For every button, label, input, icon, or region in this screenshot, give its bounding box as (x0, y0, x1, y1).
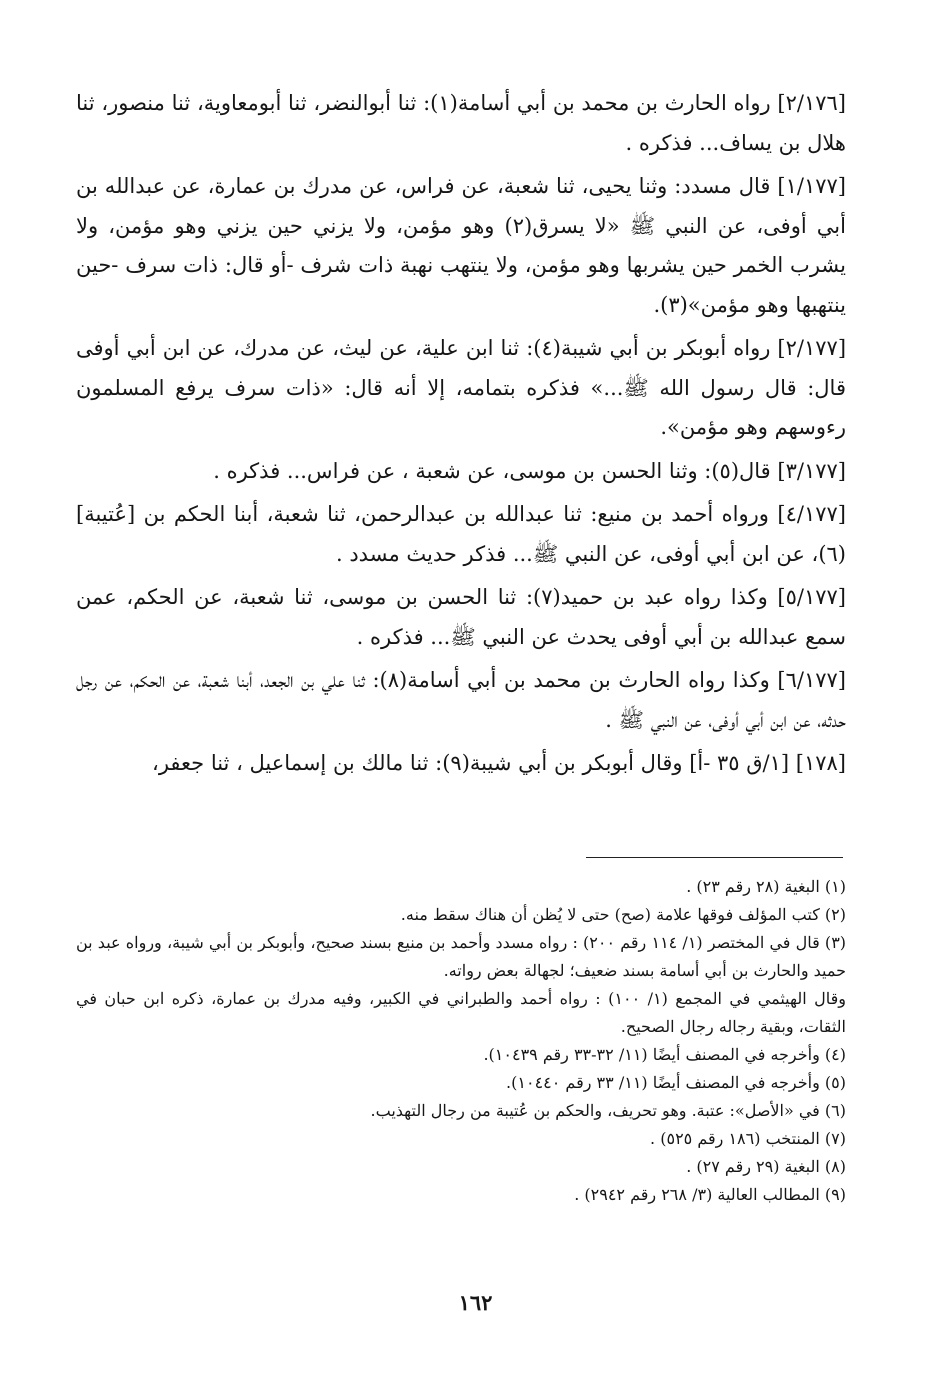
footnote-4: (٤) وأخرجه في المصنف أيضًا (١١/ ٣٢-٣٣ رقم ١٠٤٣٩). (483, 1045, 846, 1064)
footnote-divider (586, 857, 843, 858)
hadith-paragraph-177-1: [١/١٧٧] قال مسدد: وثنا يحيى، ثنا شعبة، عن فراس، عن مدرك بن عمارة، عن عبدالله بن أبي أوفى، عن النبي ﷺ «لا يسرق(٢) وهو مؤمن، ولا يزني حين يزني وهو مؤمن، ولا يشرب الخمر حين يشربها وهو مؤمن، ولا ينتهب نهبة ذات شرف -أو قال: ذات سرف -حين ينتهبها وهو مؤمن»(٣). (76, 174, 846, 317)
main-text (76, 84, 846, 784)
footnote-7: (٧) المنتخب (١٨٦ رقم ٥٢٥) . (650, 1129, 846, 1148)
hadith-paragraph-177-6: [٦/١٧٧] وكذا رواه الحارث بن محمد بن أبي أسامة(٨): ثنا علي بن الجعد، أبنا شعبة، عن الحكم، عن رجل حدثه، عن ابن أبي أوفى، عن النبي ﷺ . (76, 668, 846, 732)
footnotes (76, 873, 846, 1209)
hadith-paragraph-177-4: [٤/١٧٧] ورواه أحمد بن منيع: ثنا عبدالله بن عبدالرحمن، ثنا شعبة، أبنا الحكم بن [عُتيبة](٦)، عن ابن أبي أوفى، عن النبي ﷺ... فذكر حديث مسدد . (76, 502, 846, 566)
footnote-1: (١) البغية (٢٨ رقم ٢٣) . (686, 877, 846, 896)
footnote-5: (٥) وأخرجه في المصنف أيضًا (١١/ ٣٣ رقم ١٠٤٤٠). (506, 1073, 846, 1092)
hadith-paragraph-177-5: [٥/١٧٧] وكذا رواه عبد بن حميد(٧): ثنا الحسن بن موسى، ثنا شعبة، عن الحكم، عمن سمع عبدالله بن أبي أوفى يحدث عن النبي ﷺ... فذكره . (76, 585, 846, 649)
hadith-paragraph-177-2: [٢/١٧٧] رواه أبوبكر بن أبي شيبة(٤): ثنا ابن علية، عن ليث، عن مدرك، عن ابن أبي أوفى قال: قال رسول الله ﷺ...» فذكره بتمامه، إلا أنه قال: «ذات سرف يرفع المسلمون رءوسهم وهو مؤمن». (76, 336, 847, 439)
hadith-paragraph-176-2: [٢/١٧٦] رواه الحارث بن محمد بن أبي أسامة(١): ثنا أبوالنضر، ثنا أبومعاوية، ثنا منصور، ثنا هلال بن يساف... فذكره . (76, 91, 846, 155)
footnote-9: (٩) المطالب العالية (٣/ ٢٦٨ رقم ٢٩٤٢) . (574, 1185, 846, 1204)
page-number: ١٦٢ (458, 1290, 493, 1315)
hadith-paragraph-178: [١٧٨] [١/ق ٣٥ -أ] وقال أبوبكر بن أبي شيبة(٩): ثنا مالك بن إسماعيل ، ثنا جعفر، (152, 751, 846, 775)
footnote-3: (٣) قال في المختصر (١/ ١١٤ رقم ٢٠٠) : رواه مسدد وأحمد بن منيع بسند صحيح، وأبوبكر بن أبي شيبة، ورواه عبد بن حميد والحارث بن أبي أسامة بسند ضعيف؛ لجهالة بعض رواته. (76, 933, 847, 980)
footnote-6: (٦) في «الأصل»: عتبة. وهو تحريف، والحكم بن عُتيبة من رجال التهذيب. (370, 1101, 846, 1120)
hadith-paragraph-177-3: [٣/١٧٧] قال(٥): وثنا الحسن بن موسى، عن شعبة ، عن فراس... فذكره . (213, 458, 846, 483)
footnote-8: (٨) البغية (٢٩ رقم ٢٧) . (686, 1157, 846, 1176)
footnote-3-continued: وقال الهيثمي في المجمع (١/ ١٠٠) : رواه أحمد والطبراني في الكبير، وفيه مدرك بن عمارة، ذكره ابن حبان في الثقات، وبقية رجاله رجال الصحيح. (76, 989, 846, 1036)
footnote-2: (٢) كتب المؤلف فوقها علامة (صح) حتى لا يُظن أن هناك سقط منه. (400, 905, 846, 924)
